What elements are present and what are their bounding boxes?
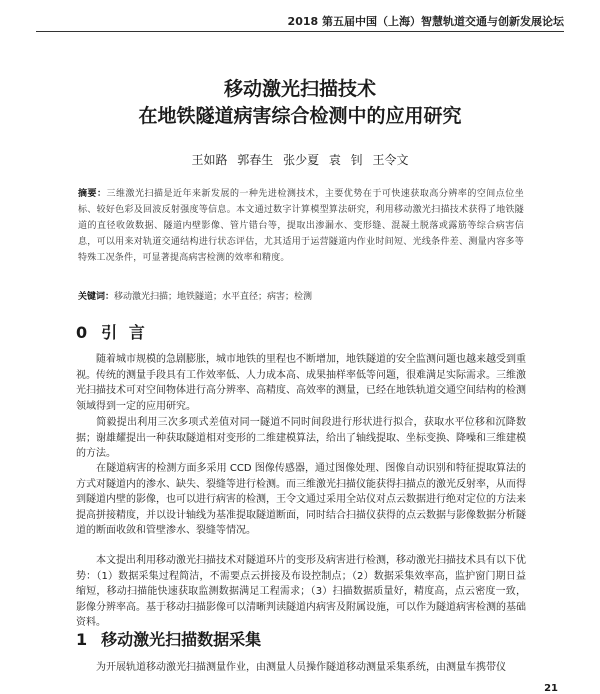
intro-paragraph-1 — [76, 352, 526, 414]
running-header: 2018 第五届中国（上海）智慧轨道交通与创新发展论坛 — [287, 15, 564, 28]
paper-title — [0, 76, 600, 130]
abstract-label: 摘要： — [78, 189, 107, 199]
keywords — [78, 289, 524, 305]
header-rule — [36, 31, 564, 32]
section-number: 1 — [76, 630, 88, 649]
author-list: 王如路 郭春生 张少夏 袁 钊 王令文 — [191, 153, 409, 167]
section1-paragraph — [76, 660, 526, 676]
paragraph-text: 在隧道病害的检测方面多采用 CCD 图像传感器，通过图像处理、图像自动识别和特征提取算法的方式对隧道内的渗水、缺失、裂缝等进行检测。而三维激光扫描仪能获得扫描点的激光反射率，从而得到隧道内壁的影像，也可以进行病害的检测，王令文通过采用全站仪对点云数据进行绝对定位的方法来提高拼接精度，并以设计轴线为基准提取隧道断面，同时结合扫描仪获得的点云数据与影像数据分析隧道的断面收敛和管壁渗水、裂缝等情况。 — [76, 463, 526, 536]
section-heading-0 — [76, 320, 148, 343]
section-number: 0 — [76, 323, 88, 342]
intro-paragraph-4 — [76, 553, 526, 631]
paragraph-text: 本文提出利用移动激光扫描技术对隧道环片的变形及病害进行检测，移动激光扫描技术具有以下优势：（1）数据采集过程简洁，不需要点云拼接及布设控制点；（2）数据采集效率高，监护窗门期日益缩短，移动扫描能快速获取监测数据满足工程需求；（3）扫描数据质量好，精度高，点云密度一致，影像分辨率高。基于移动扫描影像可以清晰判读隧道内病害及附属设施，可以作为隧道病害检测的基础资料。 — [76, 555, 526, 628]
abstract-text: 三维激光扫描是近年来新发展的一种先进检测技术，主要优势在于可快速获取高分辨率的空间点位坐标、较好色彩及回波反射强度等信息。本文通过数字计算模型算法研究，利用移动激光扫描技术获得了地铁隧道的直径收敛数据、隧道内壁影像、管片错台等，提取出渗漏水、变形缝、混凝土脱落或露筋等综合病害信息，可以用来对轨道交通结构进行状态评估，尤其适用于运营隧道内作业时间短、光线条件差、测量内容多等特殊工况条件，可显著提高病害检测的效率和精度。 — [78, 189, 524, 263]
paragraph-text: 随着城市规模的急剧膨胀，城市地铁的里程也不断增加，地铁隧道的安全监测问题也越来越受到重视。传统的测量手段具有工作效率低、人力成本高、成果抽样率低等问题，很难满足实际需求。三维激光扫描技术可对空间物体进行高分辨率、高精度、高效率的测量，已经在地铁轨道交通空间结构的检测领域得到一定的应用研究。 — [76, 354, 526, 412]
page-number: 21 — [544, 683, 558, 694]
section-title: 移动激光扫描数据采集 — [101, 630, 262, 649]
section-heading-1 — [76, 627, 261, 650]
paper-title-line1: 移动激光扫描技术 — [223, 78, 376, 100]
paragraph-text: 为开展轨道移动激光扫描测量作业，由测量人员操作隧道移动测量采集系统，由测量车携带仪 — [96, 662, 506, 673]
keywords-text: 移动激光扫描；地铁隧道；水平直径；病害；检测 — [114, 292, 313, 302]
paper-title-line2: 在地铁隧道病害综合检测中的应用研究 — [138, 105, 462, 127]
paragraph-text: 简毅提出利用三次多项式差值对同一隧道不同时间段进行形状进行拟合，获取水平位移和沉降数据；谢雄耀提出一种获取隧道相对变形的二维建模算法，给出了轴线提取、坐标变换、降噪和三维建模的方法。 — [76, 417, 526, 459]
section-title: 引 言 — [101, 323, 148, 342]
intro-paragraph-2 — [76, 415, 526, 462]
intro-paragraph-3 — [76, 461, 526, 539]
keywords-label: 关键词： — [78, 292, 115, 302]
abstract — [78, 186, 524, 266]
